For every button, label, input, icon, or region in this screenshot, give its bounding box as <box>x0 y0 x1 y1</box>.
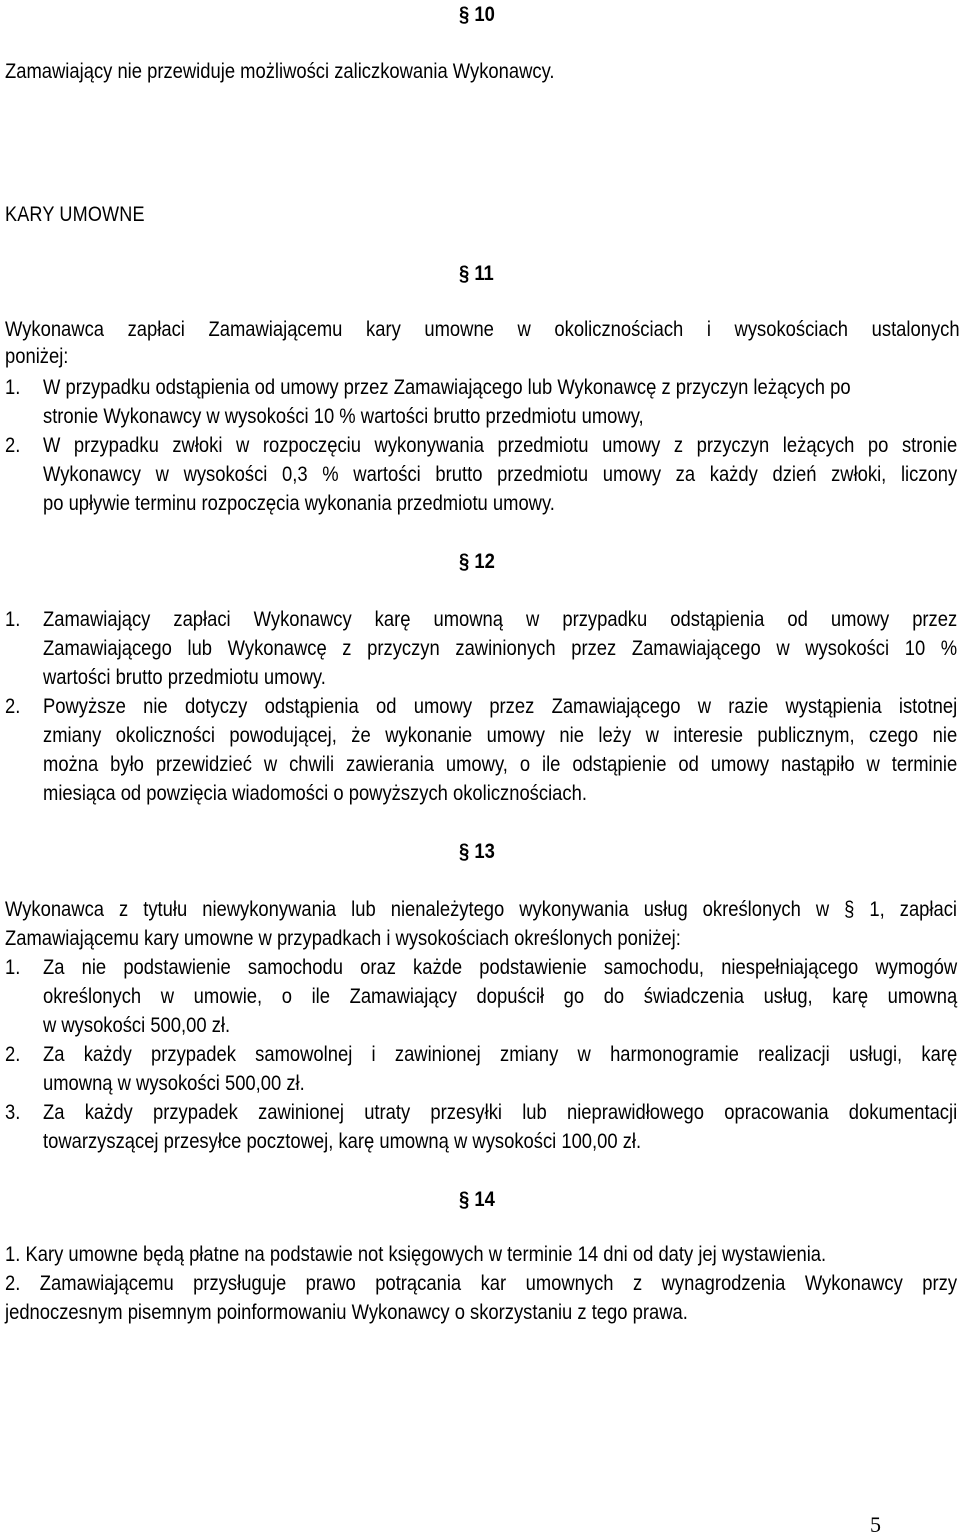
sec14-line-1: 1. Kary umowne będą płatne na podstawie not księgowych w terminie 14 dni od daty jej wystawienia. <box>5 1242 827 1266</box>
sec12-item-1-line-3: wartości brutto przedmiotu umowy. <box>43 665 326 689</box>
sec13-item-3-line-2: towarzyszącej przesyłce pocztowej, karę umowną w wysokości 100,00 zł. <box>43 1129 642 1153</box>
sec11-item-1-number: 1. <box>5 375 21 399</box>
sec11-item-2-line-1: W przypadku zwłoki w rozpoczęciu wykonywania przedmiotu umowy z przyczyn leżących po stronie <box>43 433 958 457</box>
sec13-intro-line-2: Zamawiającemu kary umowne w przypadkach i wysokościach określonych poniżej: <box>5 926 681 950</box>
section-10-number: § 10 <box>459 2 495 26</box>
sec12-item-1-line-2: Zamawiającego lub Wykonawcę z przyczyn zawinionych przez Zamawiającego w wysokości 10 % <box>43 636 958 660</box>
sec11-intro-line-2: poniżej: <box>5 344 69 368</box>
sec12-item-2-line-1: Powyższe nie dotyczy odstąpienia od umowy przez Zamawiającego w razie wystąpienia istotnej <box>43 694 958 718</box>
section-14-number: § 14 <box>459 1187 495 1211</box>
sec13-item-1-line-2: określonych w umowie, o ile Zamawiający dopuścił go do świadczenia usług, karę umowną <box>43 984 958 1008</box>
sec12-item-2-number: 2. <box>5 694 21 718</box>
sec11-item-2-line-3: po upływie terminu rozpoczęcia wykonania przedmiotu umowy. <box>43 491 555 515</box>
sec12-item-1-number: 1. <box>5 607 21 631</box>
section-13-number: § 13 <box>459 839 495 863</box>
sec14-line-2: 2. Zamawiającemu przysługuje prawo potrącania kar umownych z wynagrodzenia Wykonawcy przy <box>5 1271 958 1295</box>
sec11-intro-line-1: Wykonawca zapłaci Zamawiającemu kary umowne w okolicznościach i wysokościach ustalonych <box>5 317 960 341</box>
sec13-item-3-line-1: Za każdy przypadek zawinionej utraty przesyłki lub nieprawidłowego opracowania dokumentacji <box>43 1100 958 1124</box>
page-number: 5 <box>870 1512 881 1537</box>
sec13-item-1-number: 1. <box>5 955 21 979</box>
sec11-item-2-line-2: Wykonawcy w wysokości 0,3 % wartości brutto przedmiotu umowy za każdy dzień zwłoki, liczony <box>43 462 958 486</box>
sec12-item-2-line-3: można było przewidzieć w chwili zawierania umowy, o ile odstąpienie od umowy nastąpiło w terminie <box>43 752 958 776</box>
sec12-item-2-line-4: miesiąca od powzięcia wiadomości o powyższych okolicznościach. <box>43 781 587 805</box>
sec12-item-2-line-2: zmiany okoliczności powodującej, że wykonanie umowy nie leży w interesie publicznym, czego nie <box>43 723 958 747</box>
section-12-number: § 12 <box>459 549 495 573</box>
sec13-item-1-line-1: Za nie podstawienie samochodu oraz każde podstawienie samochodu, niespełniającego wymogów <box>43 955 958 979</box>
sec11-item-1-line-2: stronie Wykonawcy w wysokości 10 % wartości brutto przedmiotu umowy, <box>43 404 644 428</box>
sec13-item-2-line-2: umowną w wysokości 500,00 zł. <box>43 1071 305 1095</box>
section-11-number: § 11 <box>459 261 494 285</box>
sec13-item-1-line-3: w wysokości 500,00 zł. <box>43 1013 231 1037</box>
kary-umowne-heading: KARY UMOWNE <box>5 203 145 226</box>
sec14-line-3: jednoczesnym pisemnym poinformowaniu Wykonawcy o skorzystaniu z tego prawa. <box>5 1300 688 1324</box>
sec12-item-1-line-1: Zamawiający zapłaci Wykonawcy karę umowną w przypadku odstąpienia od umowy przez <box>43 607 958 631</box>
sec11-item-1-line-1: W przypadku odstąpienia od umowy przez Zamawiającego lub Wykonawcę z przyczyn leżących po <box>43 375 851 399</box>
advance-payment-line: Zamawiający nie przewiduje możliwości zaliczkowania Wykonawcy. <box>5 59 555 83</box>
sec13-item-2-line-1: Za każdy przypadek samowolnej i zawinionej zmiany w harmonogramie realizacji usługi, karę <box>43 1042 958 1066</box>
sec11-item-2-number: 2. <box>5 433 21 457</box>
sec13-item-2-number: 2. <box>5 1042 21 1066</box>
sec13-intro-line-1: Wykonawca z tytułu niewykonywania lub nienależytego wykonywania usług określonych w § 1, zapłaci <box>5 897 958 921</box>
sec13-item-3-number: 3. <box>5 1100 21 1124</box>
